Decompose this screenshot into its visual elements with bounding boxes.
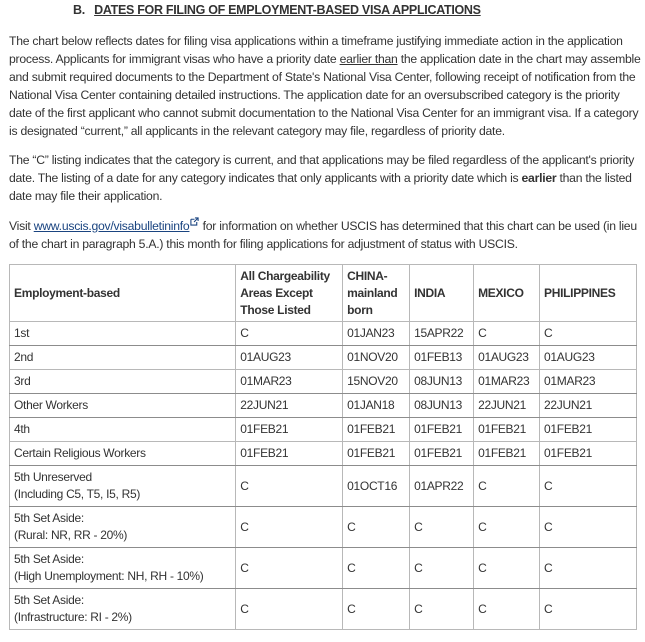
current-text-1: The “C” listing indicates that the category is current, and that applications may be filed regardless of the applicant's priority date. The listing of a date for any category indicates that only applicants with a priority date which is [9,153,635,185]
section-title: DATES FOR FILING OF EMPLOYMENT-BASED VISA APPLICATIONS [94,3,481,17]
date-cell: C [540,507,637,548]
intro-underlined-text: earlier than [339,52,398,66]
date-cell: C [236,589,343,630]
date-cell: C [236,466,343,507]
table-row [10,418,637,442]
date-cell: 01MAR23 [474,370,540,394]
date-cell: C [236,322,343,346]
current-listing-paragraph [9,151,645,205]
date-cell: 22JUN21 [236,394,343,418]
intro-text-1: The chart below reflects dates for filing visa applications within a timeframe justifying immediate action in the application process. Applicants for immigrant visas who have a priority date [9,34,623,66]
category-sublabel: (Rural: NR, RR - 20%) [14,528,128,542]
date-cell: 01JAN18 [343,394,410,418]
table-row [10,322,637,346]
uscis-text-prefix: Visit [9,219,34,233]
category-cell [10,322,236,346]
category-cell [10,442,236,466]
table-row [10,394,637,418]
date-cell: 01FEB21 [410,442,474,466]
category-sublabel: (Including C5, T5, I5, R5) [14,487,141,501]
date-cell: 01AUG23 [540,346,637,370]
header-india: INDIA [410,265,474,322]
current-text-2: than the listed date may file their application. [9,171,632,203]
date-cell: 08JUN13 [410,370,474,394]
category-label: Certain Religious Workers [14,446,146,460]
intro-paragraph [9,32,645,140]
date-cell: C [540,589,637,630]
date-cell: C [343,548,410,589]
section-number: B. [73,3,85,17]
date-cell: 08JUN13 [410,394,474,418]
date-cell: 01FEB21 [540,442,637,466]
table-row [10,346,637,370]
date-cell: 01FEB21 [540,418,637,442]
date-cell: 01NOV20 [343,346,410,370]
category-cell [10,589,236,630]
uscis-paragraph [9,217,645,253]
date-cell: C [410,548,474,589]
date-cell: 22JUN21 [540,394,637,418]
table-row [10,466,637,507]
header-all-chargeability: All Chargeability Areas Except Those Listed [236,265,343,322]
category-label: 2nd [14,350,34,364]
category-cell [10,466,236,507]
date-cell: 01FEB21 [236,418,343,442]
date-cell: C [474,548,540,589]
date-cell: 01FEB21 [410,418,474,442]
date-cell: C [540,322,637,346]
uscis-link[interactable]: www.uscis.gov/visabulletininfo [33,219,190,233]
category-label: 5th Set Aside: [14,511,84,525]
date-cell: C [474,466,540,507]
date-cell: C [410,589,474,630]
date-cell: C [474,507,540,548]
table-row [10,507,637,548]
date-cell: 01FEB21 [343,418,410,442]
date-cell: C [474,322,540,346]
category-sublabel: (Infrastructure: RI - 2%) [14,610,132,624]
date-cell: 01MAR23 [236,370,343,394]
current-bold-text: earlier [521,171,557,185]
category-label: 5th Set Aside: [14,593,84,607]
table-row [10,442,637,466]
category-label: 5th Set Aside: [14,552,84,566]
category-cell [10,418,236,442]
table-row [10,548,637,589]
date-cell: 01FEB13 [410,346,474,370]
date-cell: C [343,589,410,630]
date-cell: 22JUN21 [474,394,540,418]
uscis-text-suffix: for information on whether USCIS has determined that this chart can be used (in lieu of the chart in paragraph 5.A.) this month for filing applications for adjustment of status with USCIS. [9,219,637,251]
category-label: 1st [14,326,30,340]
category-label: 4th [14,422,30,436]
date-cell: 01FEB21 [236,442,343,466]
category-label: 3rd [14,374,31,388]
dates-for-filing-table [9,264,637,630]
table-row [10,589,637,630]
date-cell: 01APR22 [410,466,474,507]
category-label: 5th Unreserved [14,470,92,484]
category-cell [10,548,236,589]
category-cell [10,507,236,548]
date-cell: C [474,589,540,630]
category-cell [10,346,236,370]
date-cell: C [236,507,343,548]
date-cell: C [540,548,637,589]
header-china: CHINA-mainland born [343,265,410,322]
date-cell: 01JAN23 [343,322,410,346]
date-cell: C [236,548,343,589]
date-cell: 01AUG23 [474,346,540,370]
intro-text-2: the application date in the chart may assemble and submit required documents to the Department of State's National Visa Center, following receipt of notification from the National Visa Center containing detailed instructions. The application date for an oversubscribed category is the priority date of the first applicant who cannot submit documentation to the National Visa Center for an immigrant visa. If a category is designated “current,” all applicants in the relevant category may file, regardless of priority date. [9,52,641,138]
category-cell [10,370,236,394]
table-row [10,370,637,394]
date-cell: C [343,507,410,548]
date-cell: 15NOV20 [343,370,410,394]
date-cell: 15APR22 [410,322,474,346]
category-sublabel: (High Unemployment: NH, RH - 10%) [14,569,204,583]
header-employment-based: Employment-based [10,265,236,322]
date-cell: C [410,507,474,548]
date-cell: 01FEB21 [474,418,540,442]
date-cell: C [540,466,637,507]
date-cell: 01FEB21 [474,442,540,466]
date-cell: 01AUG23 [236,346,343,370]
date-cell: 01OCT16 [343,466,410,507]
header-mexico: MEXICO [474,265,540,322]
category-cell [10,394,236,418]
date-cell: 01FEB21 [343,442,410,466]
date-cell: 01MAR23 [540,370,637,394]
category-label: Other Workers [14,398,88,412]
section-heading [9,0,645,23]
header-philippines: PHILIPPINES [540,265,637,322]
table-body [10,322,637,630]
table-header-row [10,265,637,322]
